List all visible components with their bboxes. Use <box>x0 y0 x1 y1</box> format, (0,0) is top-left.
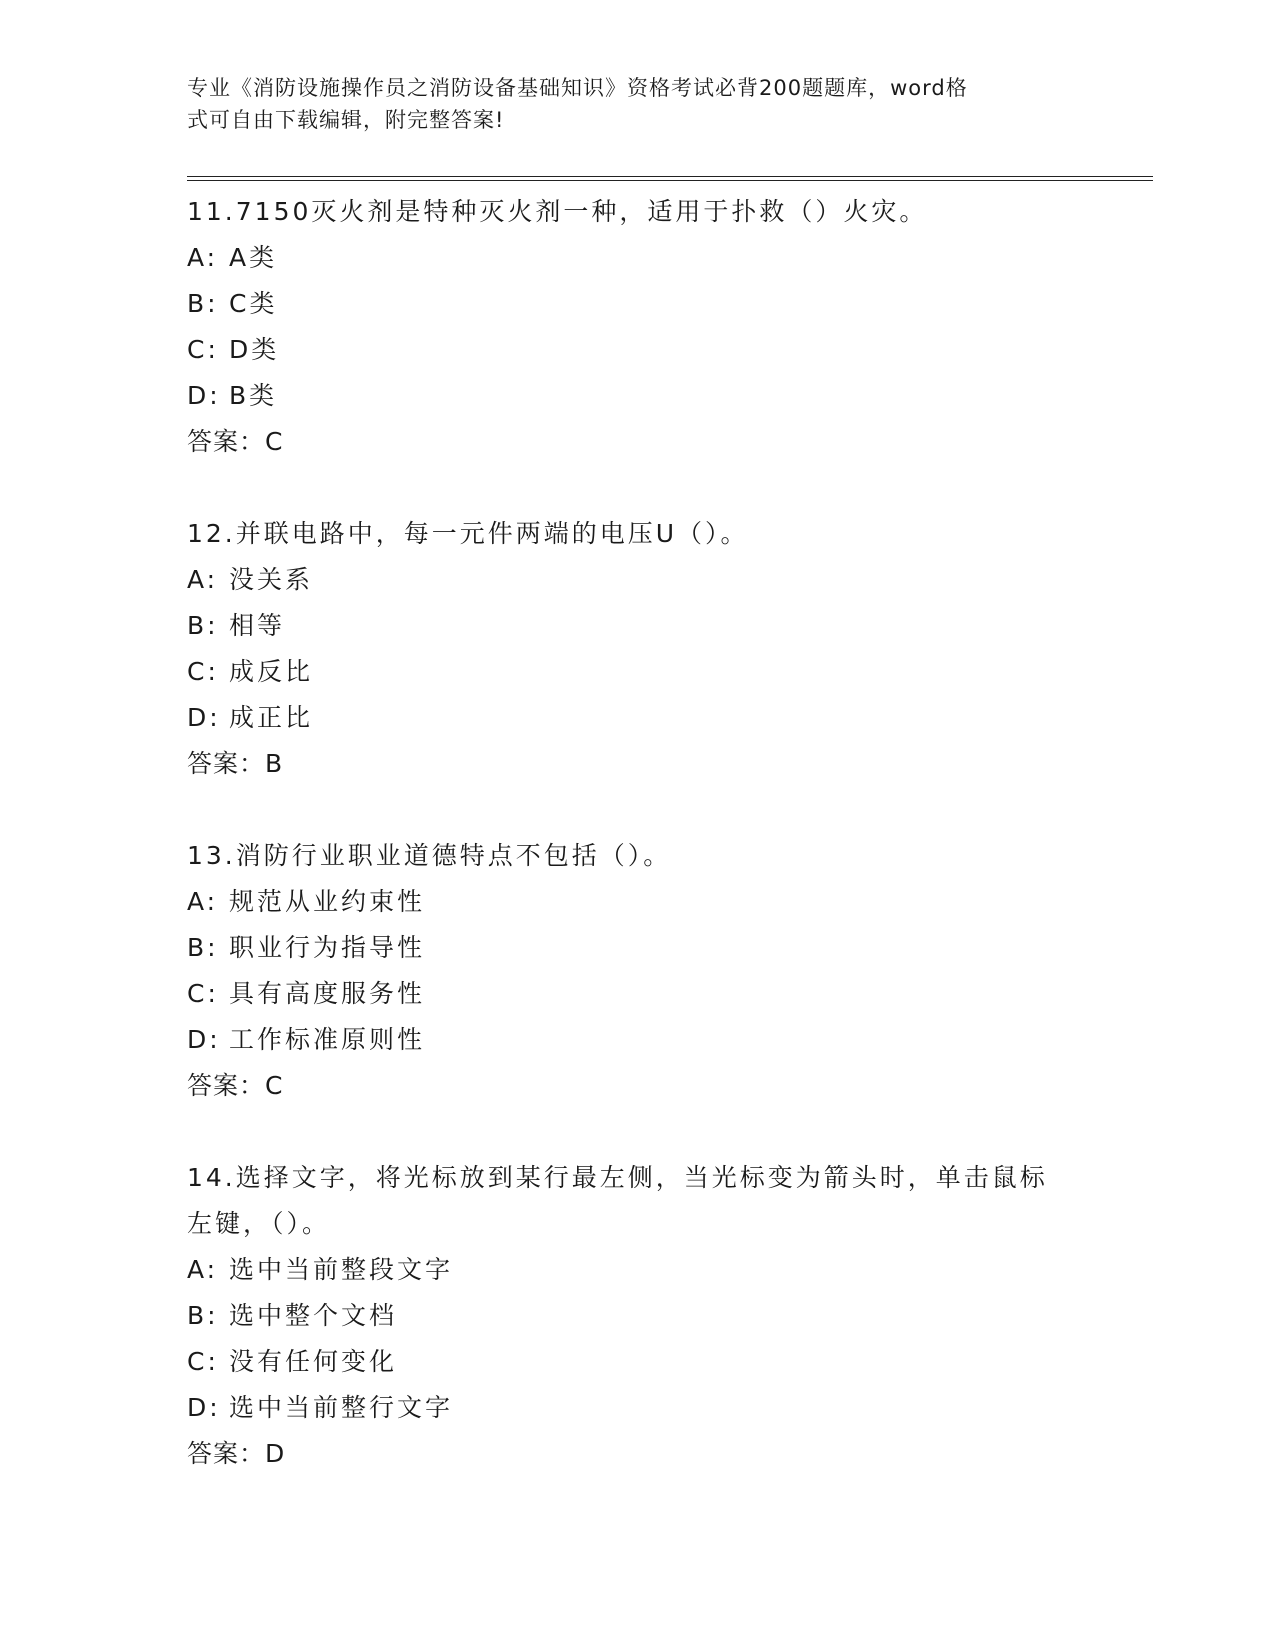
option-a <box>187 235 1087 281</box>
option-letter: D: <box>187 1393 221 1422</box>
option-b <box>187 281 1087 327</box>
option-d <box>187 1017 1087 1063</box>
option-letter: B: <box>187 611 219 640</box>
option-letter: C: <box>187 1347 219 1376</box>
option-a <box>187 1247 1087 1293</box>
option-letter: A: <box>187 1255 219 1284</box>
option-letter: C: <box>187 657 219 686</box>
question-14 <box>187 1155 1087 1477</box>
option-text: 工作标准原则性 <box>229 1025 426 1054</box>
answer: 答案：D <box>187 1439 286 1468</box>
option-a <box>187 879 1087 925</box>
option-text: B类 <box>229 381 278 410</box>
option-a <box>187 557 1087 603</box>
option-letter: D: <box>187 703 221 732</box>
answer: 答案：C <box>187 1071 284 1100</box>
option-letter: A: <box>187 565 219 594</box>
option-b <box>187 603 1087 649</box>
option-b <box>187 1293 1087 1339</box>
question-stem-continued: 左键，（）。 <box>187 1209 331 1238</box>
header-divider <box>187 176 1153 181</box>
option-letter: B: <box>187 289 219 318</box>
option-text: 没关系 <box>229 565 314 594</box>
header-line-2: 式可自由下载编辑，附完整答案! <box>187 108 505 132</box>
option-letter: A: <box>187 243 219 272</box>
answer: 答案：B <box>187 749 284 778</box>
option-text: 相等 <box>229 611 286 640</box>
option-d <box>187 695 1087 741</box>
option-letter: C: <box>187 979 219 1008</box>
option-text: 规范从业约束性 <box>229 887 426 916</box>
option-text: 选中整个文档 <box>229 1301 398 1330</box>
option-c <box>187 649 1087 695</box>
header-line-1: 专业《消防设施操作员之消防设备基础知识》资格考试必背200题题库，word格 <box>187 76 968 100</box>
question-stem: 14.选择文字，将光标放到某行最左侧，当光标变为箭头时，单击鼠标 <box>187 1163 1048 1192</box>
option-letter: A: <box>187 887 219 916</box>
option-text: C类 <box>229 289 278 318</box>
question-list <box>187 189 1087 1523</box>
option-letter: B: <box>187 1301 219 1330</box>
answer: 答案：C <box>187 427 284 456</box>
question-12 <box>187 511 1087 787</box>
option-d <box>187 373 1087 419</box>
question-stem: 12.并联电路中，每一元件两端的电压U（）。 <box>187 519 749 548</box>
question-stem: 13.消防行业职业道德特点不包括（）。 <box>187 841 672 870</box>
option-text: D类 <box>229 335 280 364</box>
option-text: 没有任何变化 <box>229 1347 398 1376</box>
option-letter: B: <box>187 933 219 962</box>
option-c <box>187 327 1087 373</box>
option-text: 职业行为指导性 <box>229 933 426 962</box>
option-letter: D: <box>187 1025 221 1054</box>
option-text: 选中当前整行文字 <box>229 1393 454 1422</box>
option-c <box>187 1339 1087 1385</box>
question-11 <box>187 189 1087 465</box>
option-d <box>187 1385 1087 1431</box>
option-letter: D: <box>187 381 221 410</box>
option-b <box>187 925 1087 971</box>
option-text: A类 <box>229 243 278 272</box>
document-header <box>187 72 1067 136</box>
option-text: 选中当前整段文字 <box>229 1255 454 1284</box>
option-text: 成反比 <box>229 657 314 686</box>
question-13 <box>187 833 1087 1109</box>
option-letter: C: <box>187 335 219 364</box>
option-c <box>187 971 1087 1017</box>
option-text: 具有高度服务性 <box>229 979 426 1008</box>
option-text: 成正比 <box>229 703 314 732</box>
question-stem: 11.7150灭火剂是特种灭火剂一种，适用于扑救（）火灾。 <box>187 197 928 226</box>
